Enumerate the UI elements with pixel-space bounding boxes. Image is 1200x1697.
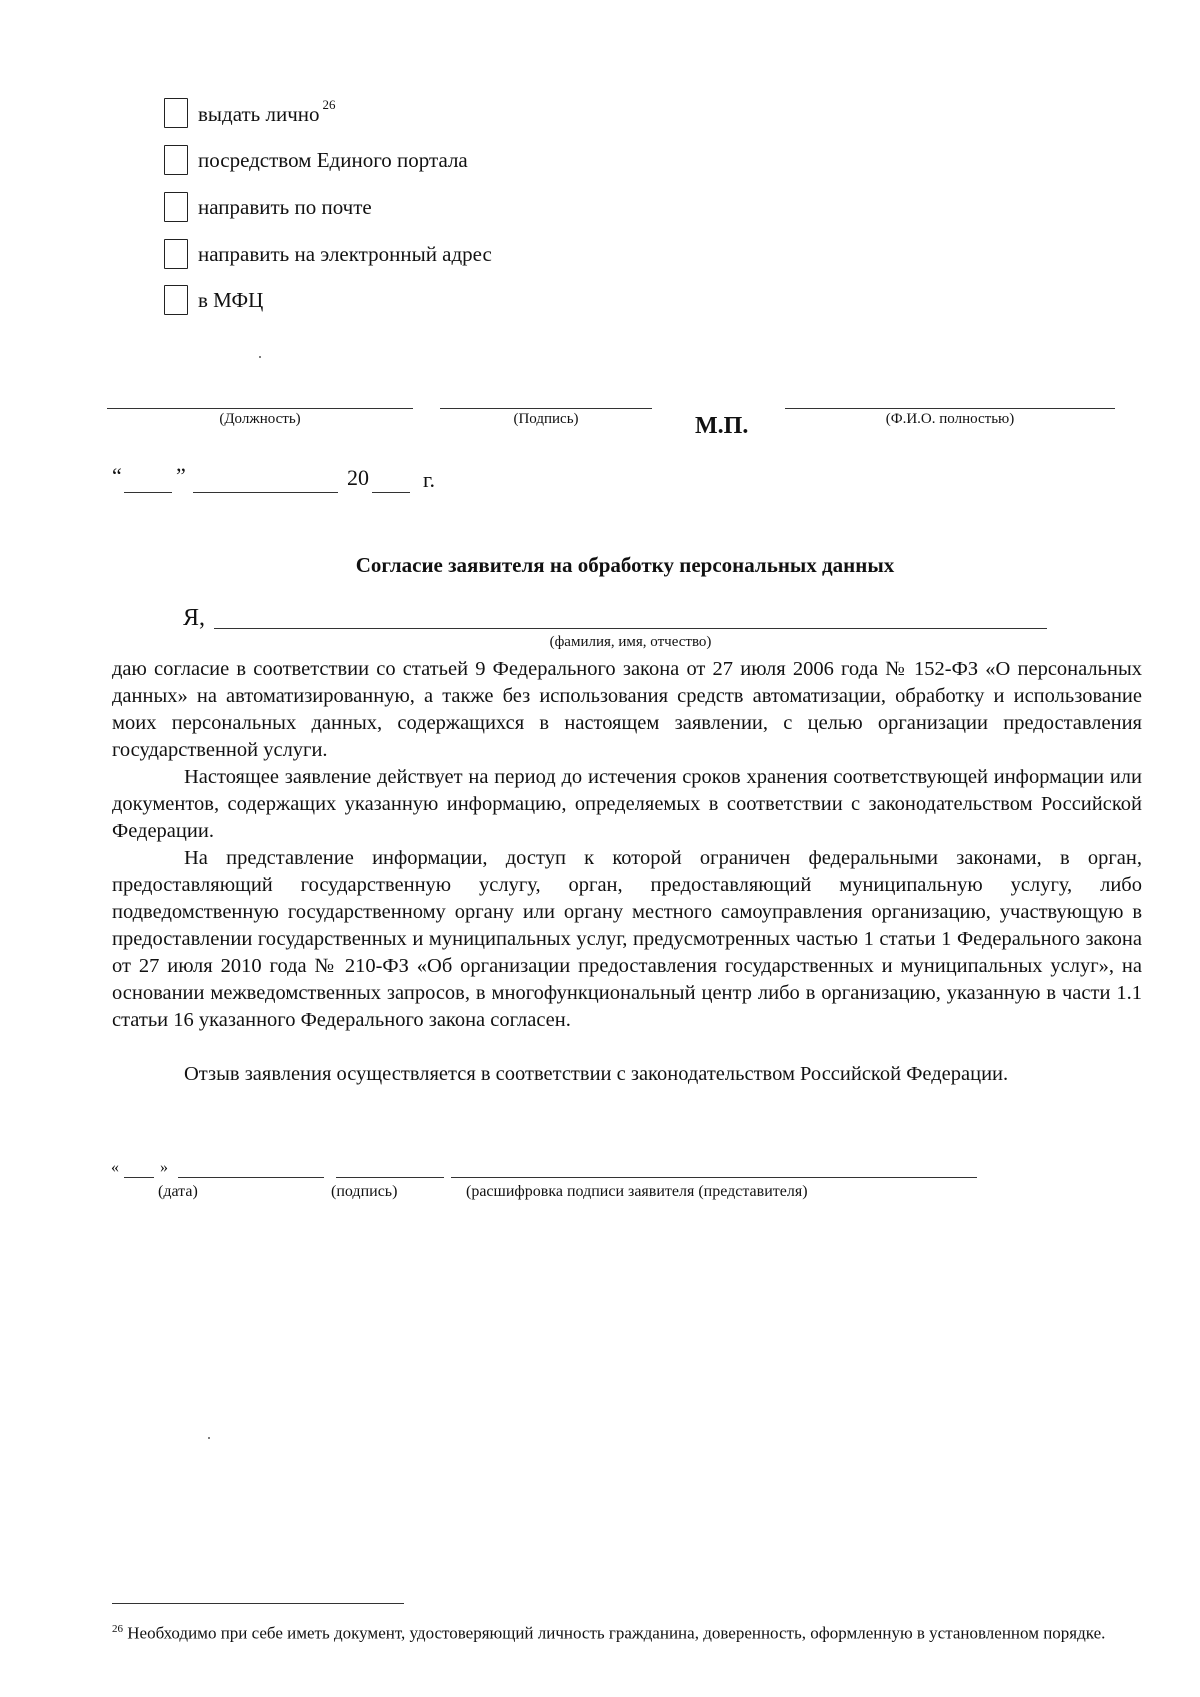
consent-date-line[interactable] bbox=[178, 1177, 324, 1178]
date-open-quote: “ bbox=[112, 463, 122, 488]
sign-caption: (подпись) bbox=[331, 1183, 398, 1200]
footnote-ref: 26 bbox=[322, 97, 336, 112]
consent-paragraph-2: Настоящее заявление действует на период до истечения сроков хранения соответствующей информации или документов, содержащих указанную информацию, определяемых в соответствии с законодательством Российской Федерации. bbox=[112, 766, 1142, 842]
fullname-line[interactable] bbox=[785, 408, 1115, 409]
footnote-separator bbox=[112, 1603, 404, 1604]
option-label: в МФЦ bbox=[198, 288, 264, 312]
checkbox[interactable] bbox=[164, 192, 188, 222]
footnote-text: Необходимо при себе иметь документ, удостоверяющий личность гражданина, доверенность, оформленную в установленном порядке. bbox=[127, 1623, 1106, 1643]
ya-label: Я, bbox=[183, 605, 206, 631]
day-line[interactable] bbox=[124, 492, 172, 493]
fullname-input-line[interactable] bbox=[214, 628, 1047, 629]
checkbox[interactable] bbox=[164, 239, 188, 269]
footnote-number: 26 bbox=[112, 1623, 123, 1635]
consent-title: Согласие заявителя на обработку персональных данных bbox=[355, 553, 895, 577]
consent-paragraph-3: На представление информации, доступ к которой ограничен федеральными законами, в орган, предоставляющий государственную услугу, орган, предоставляющий муниципальную услугу, либо подведомственную государственному органу или органу местного самоуправления организацию, участвующую в предоставлении государственных и муниципальных услуг, предусмотренных частью 1 статьи 1 Федерального закона от 27 июля 2010 года № 210-ФЗ «Об организации предоставления государственных и муниципальных услуг», на основании межведомственных запросов, в многофункциональный центр либо в организацию, указанную в части 1.1 статьи 16 указанного Федерального закона согласен. bbox=[112, 847, 1142, 1031]
decode-caption: (расшифровка подписи заявителя (представителя) bbox=[466, 1183, 808, 1200]
date-close-quote: ” bbox=[176, 463, 186, 488]
consent-decode-line[interactable] bbox=[451, 1177, 977, 1178]
date-caption: (дата) bbox=[158, 1183, 198, 1200]
signature-caption: (Подпись) bbox=[513, 411, 579, 427]
year-suffix: г. bbox=[423, 467, 436, 492]
speck bbox=[208, 1437, 210, 1439]
year-line[interactable] bbox=[372, 492, 410, 493]
option-label: направить на электронный адрес bbox=[198, 242, 492, 266]
option-label: выдать лично $^{26}$ bbox=[198, 97, 336, 126]
signature-line[interactable] bbox=[440, 408, 652, 409]
option-label: посредством Единого портала bbox=[198, 148, 468, 172]
checkbox[interactable] bbox=[164, 98, 188, 128]
date-open-quote-2: « bbox=[111, 1159, 119, 1176]
stamp-mark: М.П. bbox=[695, 413, 749, 439]
fullname-caption: (Ф.И.О. полностью) bbox=[885, 411, 1015, 427]
fullname-input-caption: (фамилия, имя, отчество) bbox=[549, 634, 712, 650]
date-close-quote-2: » bbox=[160, 1159, 168, 1176]
checkbox[interactable] bbox=[164, 145, 188, 175]
option-label: направить по почте bbox=[198, 195, 372, 219]
consent-signature-line[interactable] bbox=[336, 1177, 444, 1178]
checkbox[interactable] bbox=[164, 285, 188, 315]
consent-paragraph-4: Отзыв заявления осуществляется в соответствии с законодательством Российской Федерации. bbox=[184, 1063, 1009, 1085]
consent-day-line[interactable] bbox=[124, 1177, 154, 1178]
footnote bbox=[112, 1618, 1142, 1645]
speck bbox=[259, 356, 261, 358]
consent-paragraph-1: даю согласие в соответствии со статьей 9 Федерального закона от 27 июля 2006 года № 152-ФЗ «О персональных данных» на автоматизированную, а также без использования средств автоматизации, обработку и использование моих персональных данных, содержащихся в настоящем заявлении, с целью организации предоставления государственной услуги. bbox=[112, 658, 1142, 761]
position-caption: (Должность) bbox=[219, 411, 301, 427]
position-line[interactable] bbox=[107, 408, 413, 409]
year-prefix: 20 bbox=[347, 465, 369, 490]
month-line[interactable] bbox=[193, 492, 338, 493]
